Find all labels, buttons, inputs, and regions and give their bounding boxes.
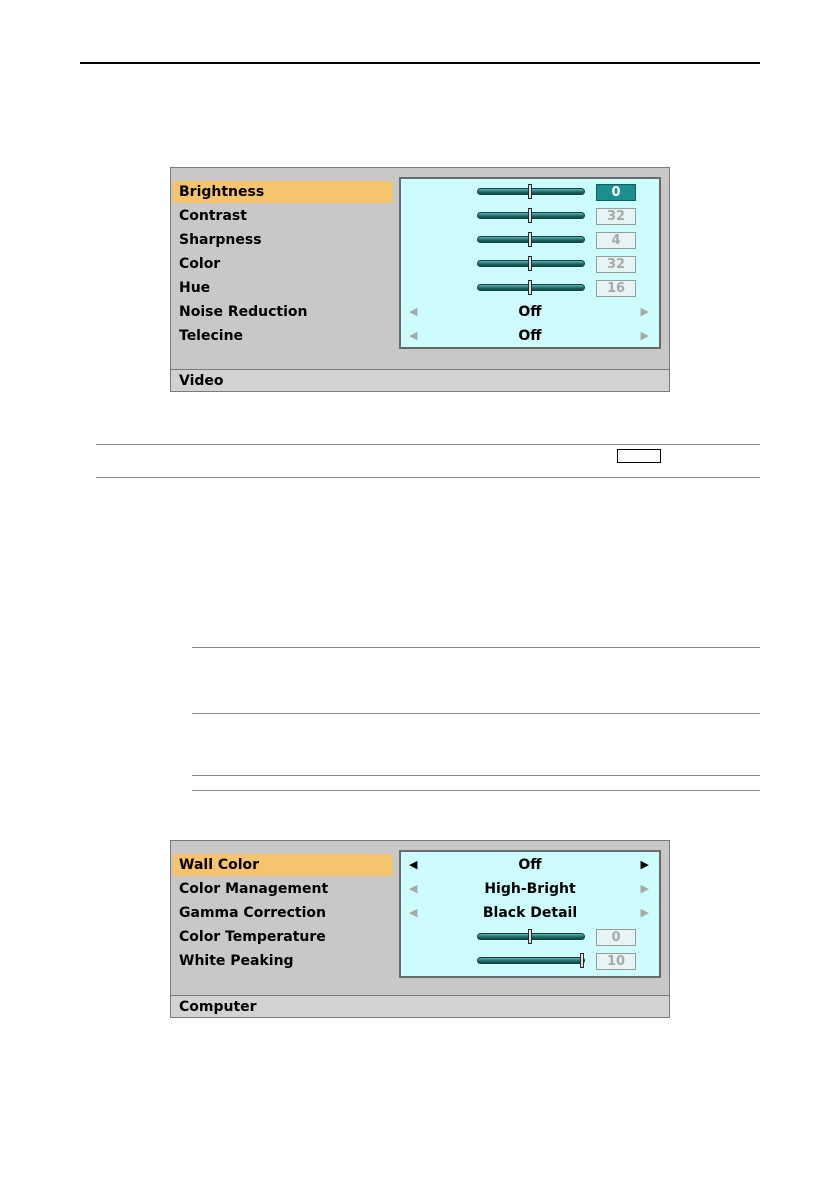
note-rule-top: [96, 444, 760, 445]
value-row-color: [401, 253, 659, 275]
right-arrow-icon[interactable]: ▶: [640, 882, 649, 895]
right-arrow-icon[interactable]: ▶: [640, 329, 649, 342]
key-label-box: [617, 449, 661, 463]
table-rule-3: [192, 775, 760, 776]
right-arrow-icon[interactable]: ▶: [640, 858, 649, 871]
noise-reduction-value: Off: [518, 304, 542, 320]
table-rule-2: [192, 713, 760, 714]
right-arrow-icon[interactable]: ▶: [640, 906, 649, 919]
color-temperature-slider[interactable]: [477, 933, 585, 940]
header-rule: [80, 62, 760, 64]
value-row-color-management: [401, 878, 659, 900]
menu-item-wall-color[interactable]: Wall Color: [173, 854, 393, 876]
menu-item-noise-reduction[interactable]: Noise Reduction: [179, 304, 308, 320]
video-menu-window: [170, 167, 670, 392]
hue-slider-handle[interactable]: [528, 280, 532, 295]
color-slider[interactable]: [477, 260, 585, 267]
white-peaking-slider-handle[interactable]: [580, 953, 584, 968]
sharpness-value: 4: [596, 232, 636, 249]
color-temperature-slider-handle[interactable]: [528, 929, 532, 944]
brightness-slider-handle[interactable]: [528, 184, 532, 199]
telecine-value: Off: [518, 328, 542, 344]
color-slider-handle[interactable]: [528, 256, 532, 271]
sharpness-slider-handle[interactable]: [528, 232, 532, 247]
value-row-noise-reduction: [401, 301, 659, 323]
brightness-slider[interactable]: [477, 188, 585, 195]
right-arrow-icon[interactable]: ▶: [640, 305, 649, 318]
hue-slider[interactable]: [477, 284, 585, 291]
menu-item-sharpness[interactable]: Sharpness: [179, 232, 262, 248]
computer-menu-footer: Computer: [171, 995, 669, 1017]
video-menu-value-panel: [399, 177, 661, 349]
value-row-contrast: [401, 205, 659, 227]
left-arrow-icon[interactable]: ◀: [409, 882, 418, 895]
color-value: 32: [596, 256, 636, 273]
menu-item-color-management[interactable]: Color Management: [179, 881, 329, 897]
menu-item-gamma-correction[interactable]: Gamma Correction: [179, 905, 327, 921]
table-rule-1: [192, 647, 760, 648]
value-row-telecine: [401, 325, 659, 347]
color-management-value: High-Bright: [484, 881, 576, 897]
white-peaking-slider[interactable]: [477, 957, 585, 964]
menu-item-telecine[interactable]: Telecine: [179, 328, 244, 344]
left-arrow-icon[interactable]: ◀: [409, 329, 418, 342]
sharpness-slider[interactable]: [477, 236, 585, 243]
computer-menu-window: [170, 840, 670, 1018]
menu-item-white-peaking[interactable]: White Peaking: [179, 953, 294, 969]
left-arrow-icon[interactable]: ◀: [409, 906, 418, 919]
value-row-white-peaking: [401, 950, 659, 972]
menu-item-color-temperature[interactable]: Color Temperature: [179, 929, 326, 945]
value-row-sharpness: [401, 229, 659, 251]
menu-item-color[interactable]: Color: [179, 256, 221, 272]
menu-item-brightness[interactable]: Brightness: [173, 181, 393, 203]
contrast-value: 32: [596, 208, 636, 225]
wall-color-value: Off: [518, 857, 542, 873]
brightness-value: 0: [596, 184, 636, 201]
video-menu-footer: Video: [171, 369, 669, 391]
value-row-brightness: [401, 181, 659, 203]
contrast-slider[interactable]: [477, 212, 585, 219]
white-peaking-value: 10: [596, 953, 636, 970]
computer-menu-value-panel: [399, 850, 661, 978]
value-row-color-temperature: [401, 926, 659, 948]
menu-item-hue[interactable]: Hue: [179, 280, 211, 296]
menu-item-contrast[interactable]: Contrast: [179, 208, 247, 224]
left-arrow-icon[interactable]: ◀: [409, 858, 418, 871]
gamma-correction-value: Black Detail: [482, 905, 578, 921]
value-row-wall-color: [401, 854, 659, 876]
value-row-hue: [401, 277, 659, 299]
note-rule-bottom: [96, 477, 760, 478]
table-rule-4: [192, 790, 760, 791]
color-temperature-value: 0: [596, 929, 636, 946]
hue-value: 16: [596, 280, 636, 297]
contrast-slider-handle[interactable]: [528, 208, 532, 223]
left-arrow-icon[interactable]: ◀: [409, 305, 418, 318]
value-row-gamma-correction: [401, 902, 659, 924]
